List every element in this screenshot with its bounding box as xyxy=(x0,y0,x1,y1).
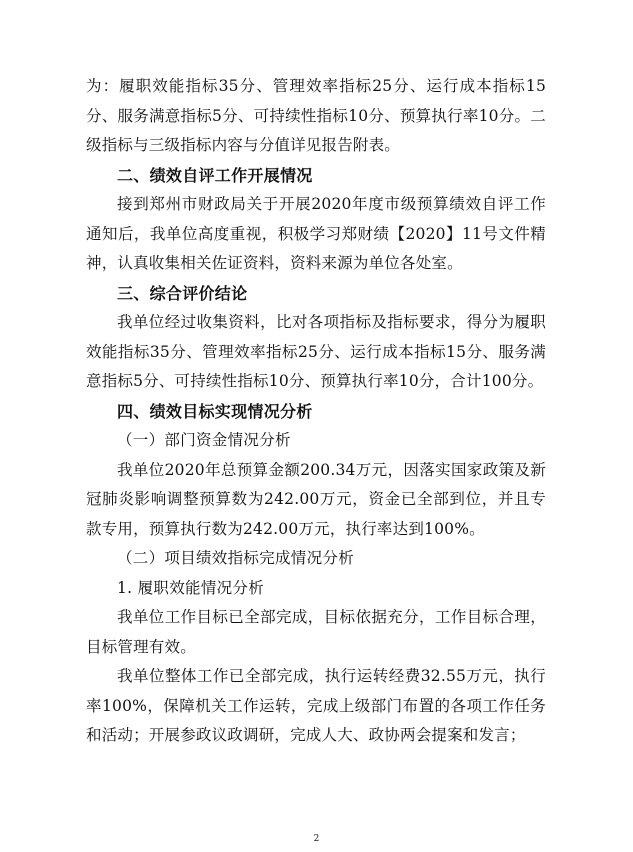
section-heading-conclusion: 三、综合评价结论 xyxy=(117,283,248,303)
paragraph-work-complete: 我单位整体工作已全部完成，执行运转经费32.55万元，执行率100%，保障机关工作运转，完成上级部门布置的各项工作任务和活动；开展参政议政调研，完成人大、政协两会提案和发言； xyxy=(86,667,546,744)
page-number: 2 xyxy=(313,834,320,844)
document-body xyxy=(86,72,546,751)
paragraph-score-summary: 为：履职效能指标35分、管理效率指标25分、运行成本指标15分、服务满意指标5分、可持续性指标10分、预算执行率10分。二级指标与三级指标内容与分值详见报告附表。 xyxy=(86,77,546,154)
paragraph-self-evaluation: 接到郑州市财政局关于开展2020年度市级预算绩效自评工作通知后，我单位高度重视，积极学习郑财绩【2020】11号文件精神，认真收集相关佐证资料，资料来源为单位各处室。 xyxy=(86,195,546,272)
paragraph-goals-complete: 我单位工作目标已全部完成，目标依据充分，工作目标合理，目标管理有效。 xyxy=(86,608,546,656)
subheading-performance-analysis: 1. 履职效能情况分析 xyxy=(117,578,265,597)
subheading-funds-analysis: （一）部门资金情况分析 xyxy=(117,431,291,449)
subheading-indicator-analysis: （二）项目绩效指标完成情况分析 xyxy=(117,549,355,567)
section-heading-goal-analysis: 四、绩效目标实现情况分析 xyxy=(117,401,313,421)
section-heading-self-evaluation: 二、绩效自评工作开展情况 xyxy=(117,165,313,185)
paragraph-funds-analysis: 我单位2020年总预算金额200.34万元，因落实国家政策及新冠肺炎影响调整预算数为242.00万元，资金已全部到位，并且专款专用，预算执行数为242.00万元，执行率达到100%。 xyxy=(86,460,546,538)
paragraph-conclusion: 我单位经过收集资料，比对各项指标及指标要求，得分为履职效能指标35分、管理效率指标25分、运行成本指标15分、服务满意指标5分、可持续性指标10分、预算执行率10分，合计100分。 xyxy=(86,313,546,390)
